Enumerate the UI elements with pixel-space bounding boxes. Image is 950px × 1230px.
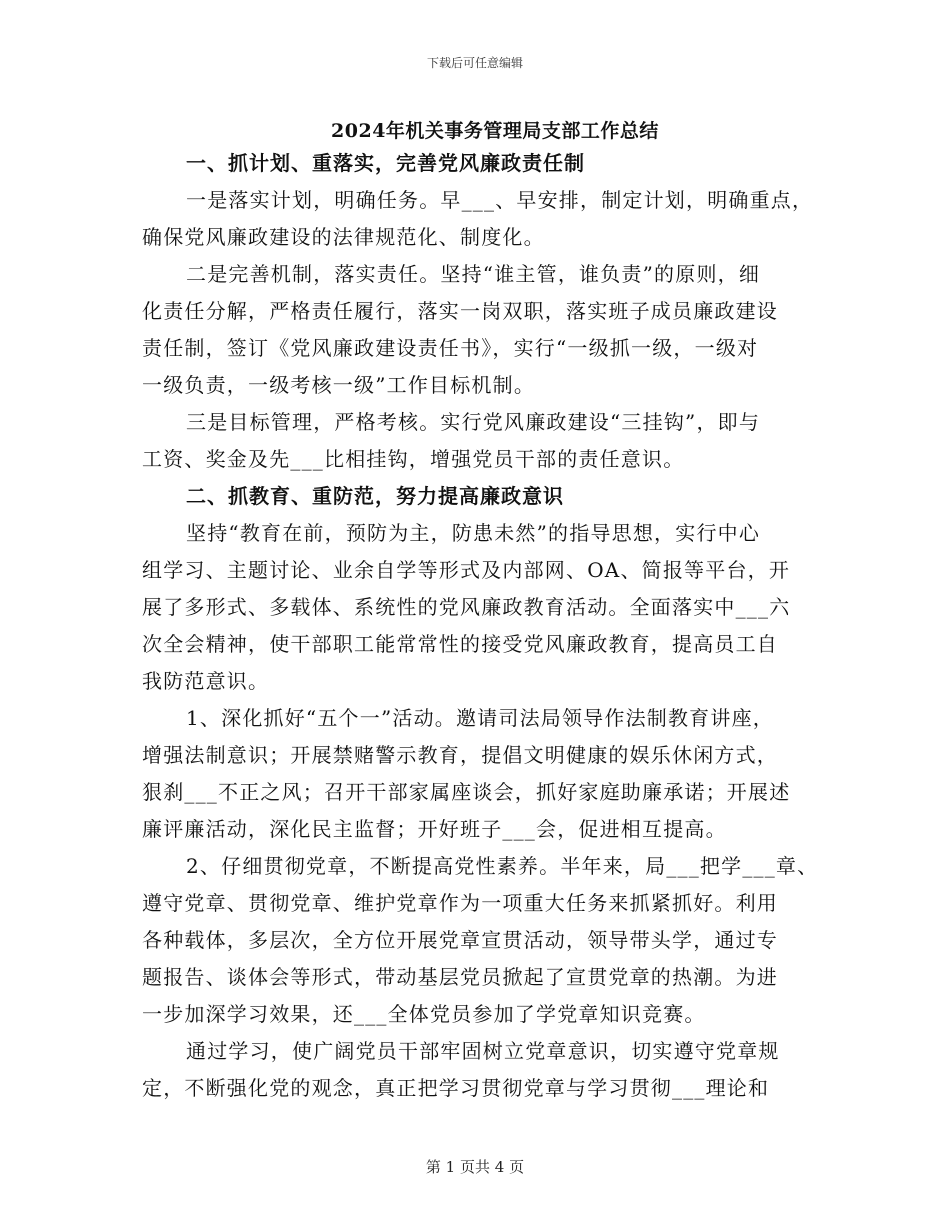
paragraph-line: 通过学习，使广阔党员干部牢固树立党章意识，切实遵守党章规 <box>186 1039 780 1063</box>
paragraph-line: 一步加深学习效果，还___全体党员参加了学党章知识竞赛。 <box>142 1002 706 1026</box>
paragraph-line: 1、深化抓好“五个一”活动。邀请司法局领导作法制教育讲座， <box>186 706 774 730</box>
paragraph-line: 工资、奖金及先___比相挂钩，增强党员干部的责任意识。 <box>142 447 685 471</box>
paragraph-line: 一级负责，一级考核一级”工作目标机制。 <box>142 373 536 397</box>
paragraph-line: 组学习、主题讨论、业余自学等形式及内部网、OA、简报等平台，开 <box>142 558 791 582</box>
paragraph-line: 次全会精神，使干部职工能常常性的接受党风廉政教育，提高员工自 <box>142 632 778 656</box>
paragraph-line: 各种载体，多层次，全方位开展党章宣贯活动，领导带头学，通过专 <box>142 928 778 952</box>
header-note: 下载后可任意编辑 <box>426 56 523 70</box>
paragraph-line: 定，不断强化党的观念，真正把学习贯彻党章与学习贯彻___理论和 <box>142 1076 770 1100</box>
paragraph-line: 展了多形式、多载体、系统性的党风廉政教育活动。全面落实中___六 <box>142 595 791 619</box>
paragraph-line: 一是落实计划，明确任务。早___、早安排，制定计划，明确重点， <box>186 188 814 212</box>
paragraph-line: 2、仔细贯彻党章，不断提高党性素养。半年来，局___把学___章、 <box>186 854 819 878</box>
page-number-footer: 第 1 页共 4 页 <box>425 1158 525 1176</box>
paragraph-line: 狠刹___不正之风；召开干部家属座谈会，抓好家庭助廉承诺；开展述 <box>142 780 791 804</box>
section-heading: 一、抓计划、重落实，完善党风廉政责任制 <box>186 151 585 175</box>
section-heading: 二、抓教育、重防范，努力提高廉政意识 <box>186 484 564 508</box>
paragraph-line: 三是目标管理，严格考核。实行党风廉政建设“三挂钩”，即与 <box>186 410 761 434</box>
paragraph-line: 责任制，签订《党风廉政建设责任书》，实行“一级抓一级，一级对 <box>142 336 759 360</box>
paragraph-line: 坚持“教育在前，预防为主，防患未然”的指导思想，实行中心 <box>186 521 761 545</box>
paragraph-line: 二是完善机制，落实责任。坚持“谁主管，谁负责”的原则，细 <box>186 262 761 286</box>
paragraph-line: 确保党风廉政建设的法律规范化、制度化。 <box>142 225 545 249</box>
paragraph-line: 我防范意识。 <box>142 669 270 693</box>
paragraph-line: 化责任分解，严格责任履行，落实一岗双职，落实班子成员廉政建设 <box>142 299 778 323</box>
paragraph-line: 题报告、谈体会等形式，带动基层党员掀起了宣贯党章的热潮。为进 <box>142 965 778 989</box>
paragraph-line: 遵守党章、贯彻党章、维护党章作为一项重大任务来抓紧抓好。利用 <box>142 891 778 915</box>
document-title: 2024年机关事务管理局支部工作总结 <box>331 120 659 142</box>
paragraph-line: 廉评廉活动，深化民主监督；开好班子___会，促进相互提高。 <box>142 817 727 841</box>
paragraph-line: 增强法制意识；开展禁赌警示教育，提倡文明健康的娱乐休闲方式， <box>142 743 778 767</box>
